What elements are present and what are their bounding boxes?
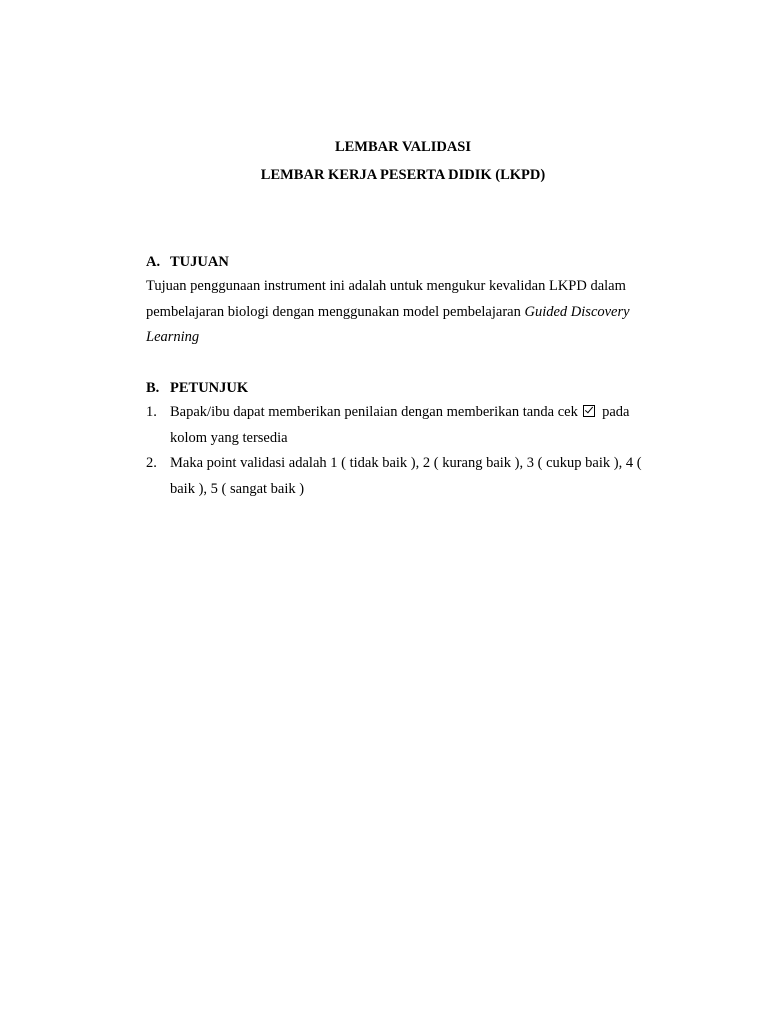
section-b-title: PETUNJUK <box>170 380 249 396</box>
list-item-text: Maka point validasi adalah 1 ( tidak baik ), 2 ( kurang baik ), 3 ( cukup baik ), 4 ( baik ), 5 ( sangat baik ) <box>170 455 642 497</box>
list-item-number: 1. <box>146 404 157 420</box>
section-a-italic-text: Guided Discovery Learning <box>146 303 630 345</box>
section-a-heading <box>146 252 229 272</box>
checkbox-checked-icon <box>583 405 595 417</box>
section-b-letter: B. <box>146 380 160 396</box>
section-a-letter: A. <box>146 254 161 270</box>
list-item-text-continued: pada kolom yang tersedia <box>170 404 630 446</box>
list-item <box>146 400 666 451</box>
section-a-paragraph <box>146 274 656 351</box>
list-item-number: 2. <box>146 455 157 471</box>
section-b-heading <box>146 378 248 398</box>
list-item-text: Bapak/ibu dapat memberikan penilaian dengan memberikan tanda cek <box>170 404 578 420</box>
document-title: LEMBAR VALIDASI <box>334 139 472 155</box>
section-a-text: Tujuan penggunaan instrument ini adalah untuk mengukur kevalidan LKPD dalam pembelajaran biologi dengan menggunakan model pembelajaran <box>146 278 626 320</box>
instructions-list <box>146 400 666 502</box>
section-a-title: TUJUAN <box>170 254 229 270</box>
list-item <box>146 451 666 502</box>
document-subtitle: LEMBAR KERJA PESERTA DIDIK (LKPD) <box>260 167 546 183</box>
